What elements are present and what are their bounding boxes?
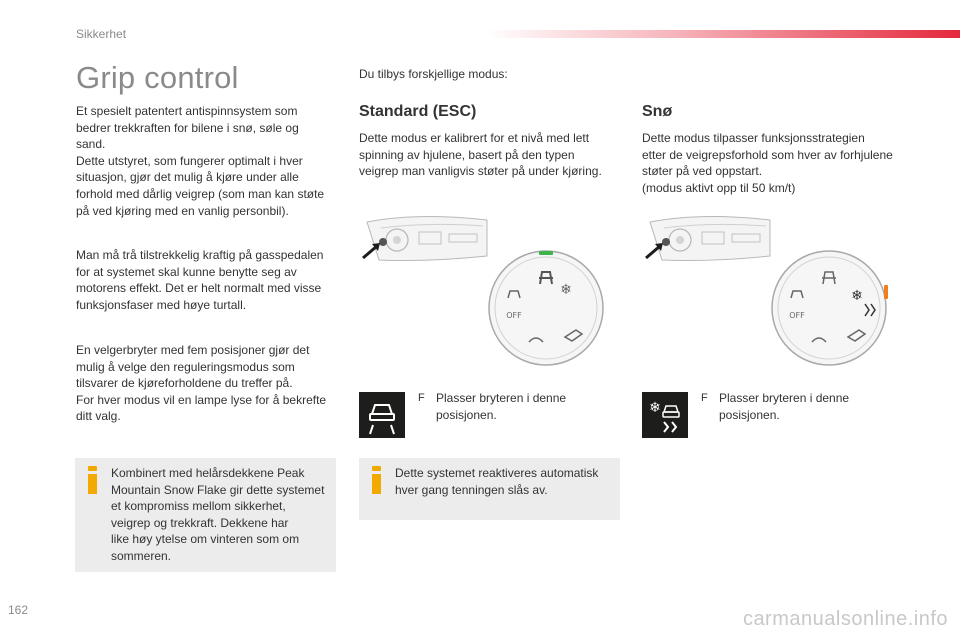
snow-mode-button-icon [642,392,688,438]
header-accent-bar [485,30,960,38]
modes-intro: Du tilbys forskjellige modus: [359,67,508,81]
snow-heading: Snø [642,103,673,120]
accelerator-paragraph: Man må trå tilstrekkelig kraftig på gasspedalen for at systemet skal kunne benytte seg av motorens effekt. Det er helt normalt med visse funksjonsfaser med høye turtall. [76,248,324,312]
page-title: Grip control [76,60,239,95]
standard-instruction: Plasser bryteren i denne posisjonen. [436,391,567,422]
tyre-info-box [75,458,336,572]
esc-button-tile [359,392,405,438]
info-icon [88,466,97,494]
active-indicator-snow [884,285,888,299]
svg-text:OFF: OFF [506,311,522,320]
selector-knob-standard [486,248,606,368]
snow-mode-icon: ❄ [851,288,863,304]
svg-text:OFF: OFF [789,311,805,320]
watermark: carmanualsonline.info [742,608,948,630]
info-icon [372,466,381,494]
snow-instruction: Plasser bryteren i denne posisjonen. [719,391,850,422]
snow-bullet: F [701,392,708,404]
standard-bullet: F [418,392,425,404]
snow-description: Dette modus tilpasser funksjonsstrategien etter de veigrepsforhold som hver av forhjulene støter på ved oppstart. (modus aktivt opp til 50 km/t) [642,131,893,195]
reactivate-info-text: Dette systemet reaktiveres automatisk hver gang tenningen slås av. [395,466,599,497]
tyre-info-text: Kombinert med helårsdekkene Peak Mountain Snow Flake gir dette systemet et kompromiss mellom sikkerhet, veigrep og trekkraft. Dekkene har like høy ytelse om vinteren som om sommeren. [111,466,325,563]
active-indicator-standard [539,251,553,255]
standard-description: Dette modus er kalibrert for et nivå med lett spinning av hjulene, basert på den typen veigrep man vanligvis støter på under kjøring. [359,131,602,179]
esc-car-icon [359,392,405,438]
intro-paragraph: Et spesielt patentert antispinnsystem som bedrer trekkraften for bilene i snø, søle og sand. Dette utstyret, som fungerer optimalt i hver situasjon, gjør det mulig å kjøre under alle forhold med dårlig veigrep (som man kan støte på ved kjøring med en vanlig personbil). [76,104,325,218]
standard-heading: Standard (ESC) [359,103,477,120]
snow-mode-icon: ❄ [560,282,572,298]
svg-text:❄: ❄ [649,400,661,416]
section-title: Sikkerhet [76,27,127,41]
selector-knob-snow [769,248,889,368]
page-number: 162 [8,603,29,617]
snow-button-tile [642,392,688,438]
dashboard-illustration-standard [359,212,489,272]
dashboard-illustration-snow [642,212,772,272]
selector-paragraph: En velgerbryter med fem posisjoner gjør det mulig å velge den reguleringsmodus som tilsvarer de kjøreforholdene du treffer på. For hver modus vil en lampe lyse for å bekrefte ditt valg. [76,343,327,424]
reactivate-info-box [359,458,620,520]
